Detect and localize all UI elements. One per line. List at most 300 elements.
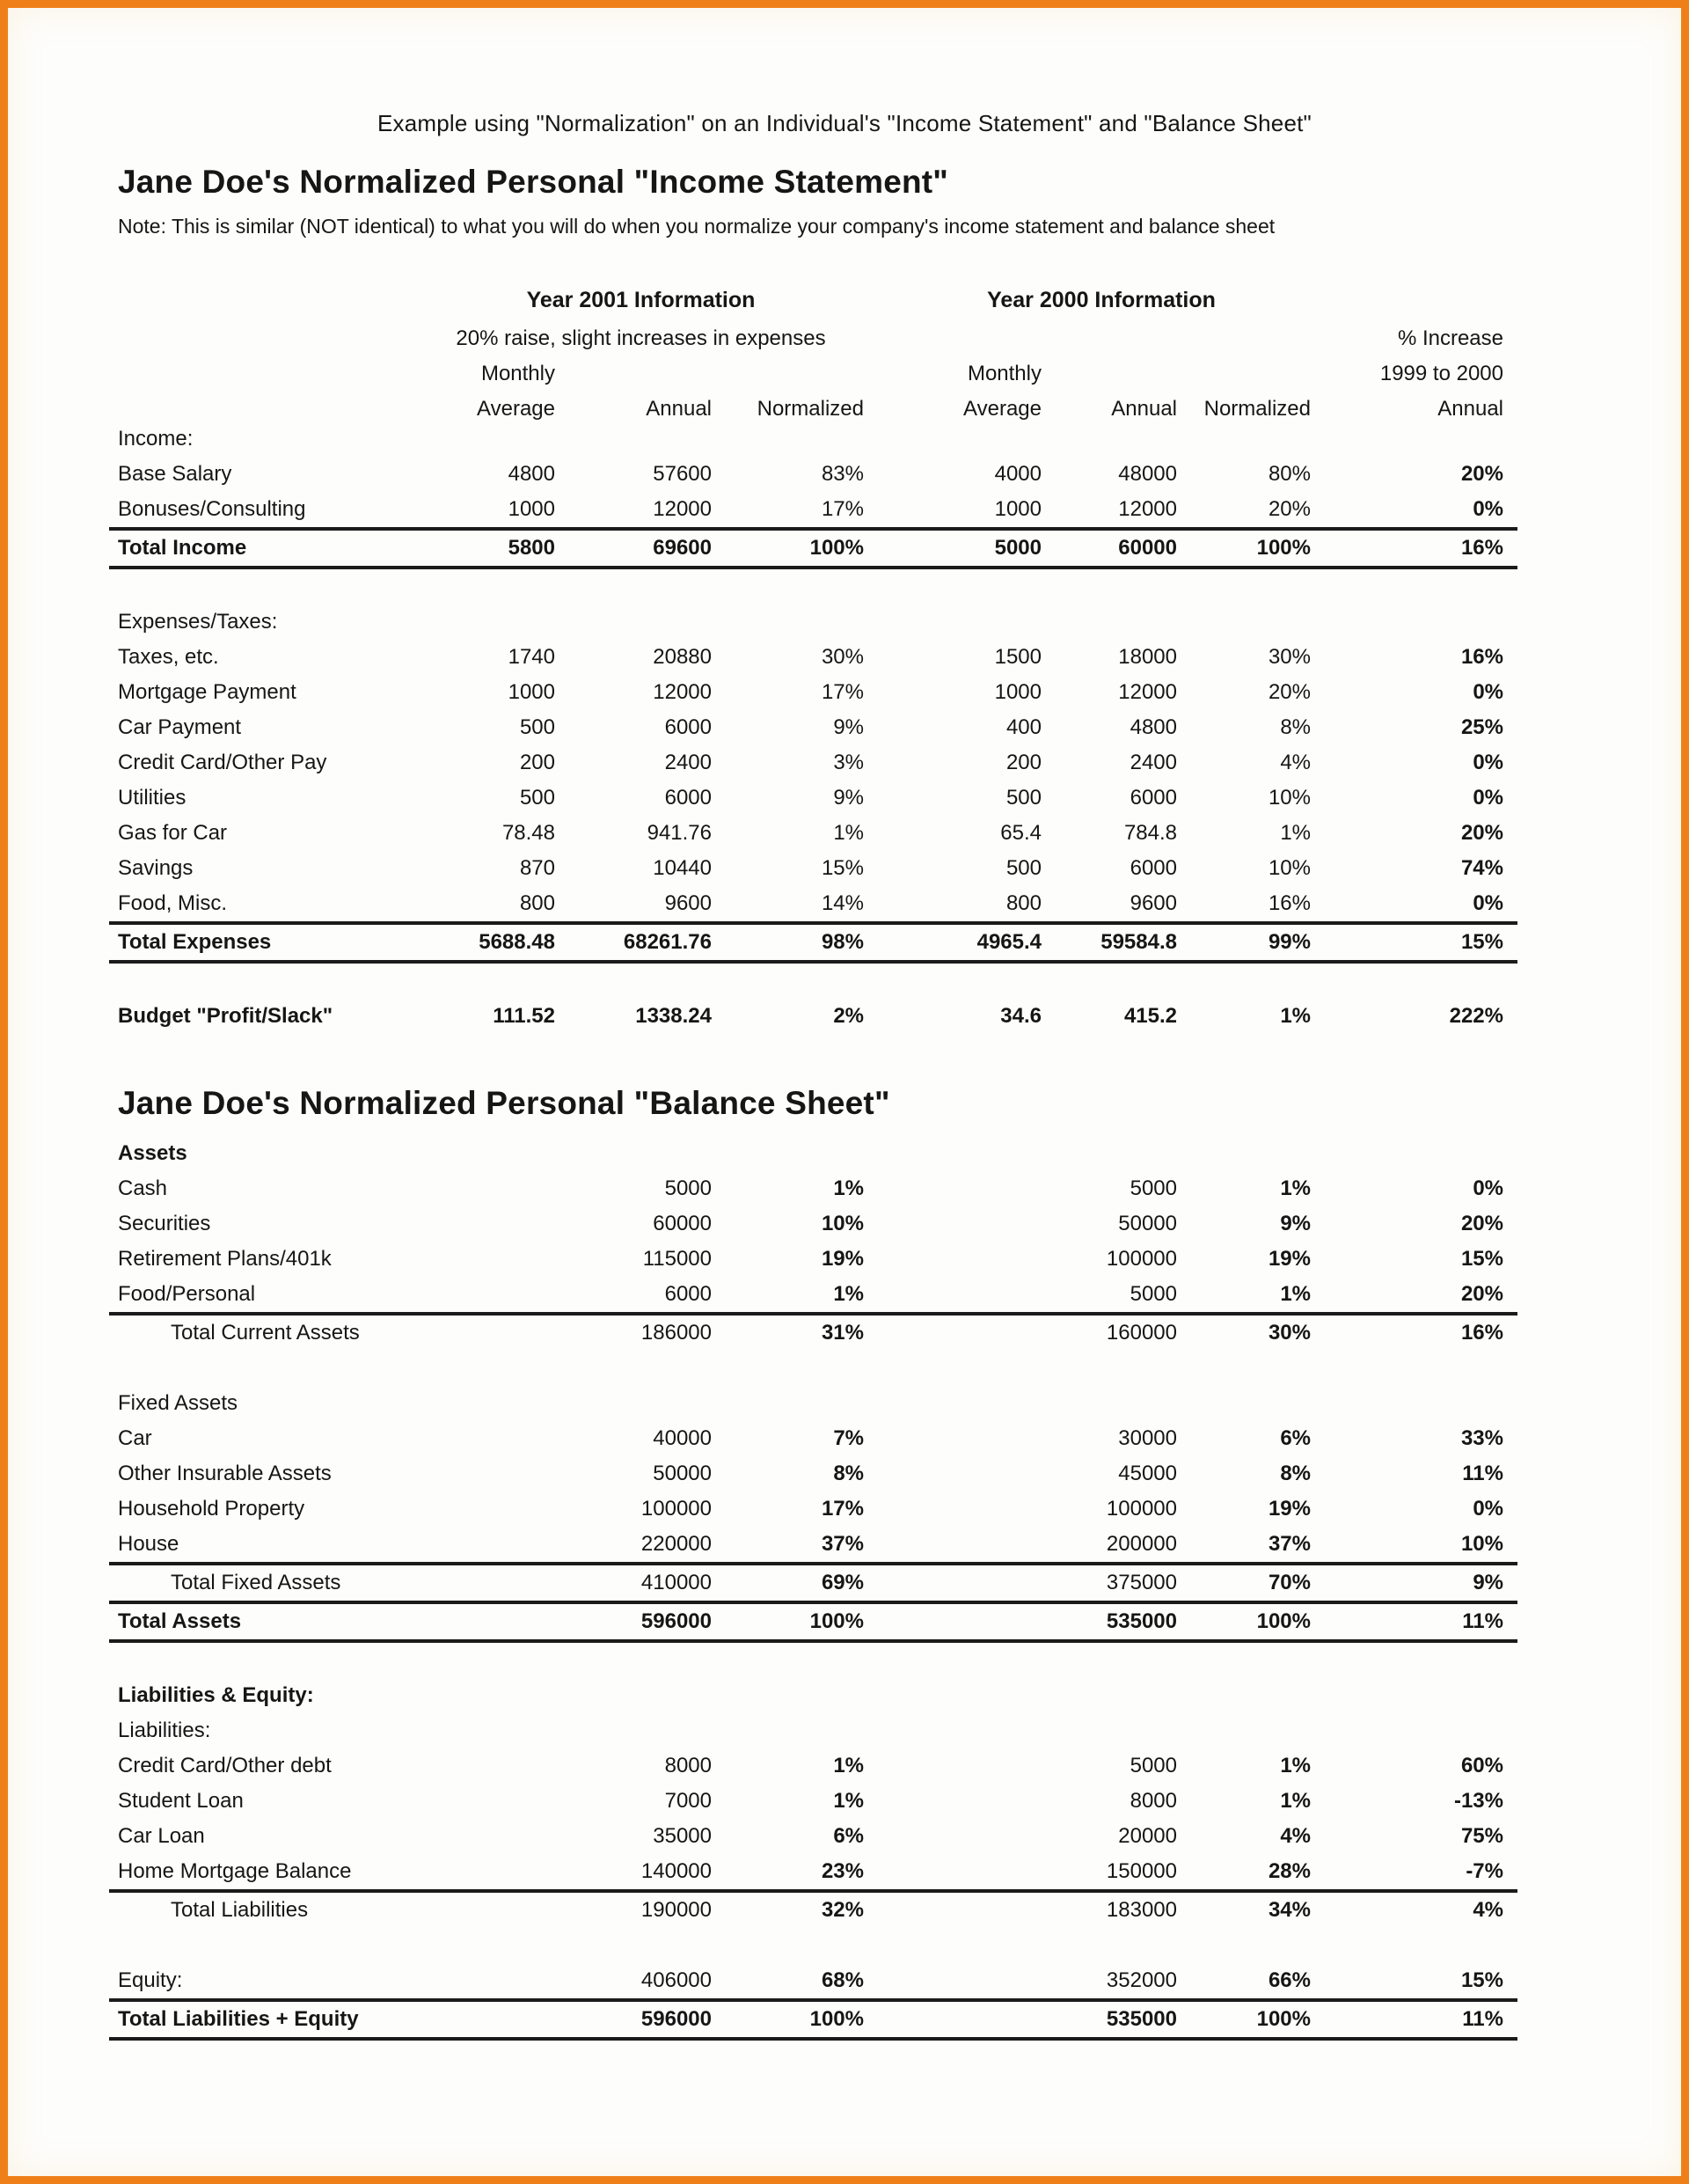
value-cell: 3% bbox=[833, 751, 864, 774]
value-cell: 20% bbox=[1460, 1212, 1503, 1235]
row-label: Budget "Profit/Slack" bbox=[118, 1004, 333, 1028]
value-cell: 10% bbox=[1460, 1532, 1503, 1556]
value-cell: 500 bbox=[1005, 856, 1042, 880]
table-row bbox=[109, 1206, 1517, 1242]
value-cell: 6000 bbox=[1130, 856, 1177, 880]
value-cell: 0% bbox=[1473, 497, 1503, 521]
value-cell: 31% bbox=[726, 1314, 878, 1351]
row-label: Total Assets bbox=[109, 1602, 404, 1641]
row-label: Other Insurable Assets bbox=[118, 1462, 332, 1485]
value-cell bbox=[1191, 605, 1325, 640]
value-cell: 30% bbox=[1268, 645, 1311, 669]
row-label: Securities bbox=[118, 1212, 211, 1235]
value-cell: 48000 bbox=[1118, 462, 1177, 486]
value-cell bbox=[878, 1491, 1056, 1527]
value-cell: 19% bbox=[1268, 1247, 1311, 1271]
annual-header-2001: Annual bbox=[646, 397, 712, 421]
average-header-2000: Average bbox=[963, 397, 1042, 421]
value-cell bbox=[726, 1678, 878, 1713]
value-cell: 8000 bbox=[664, 1754, 712, 1777]
value-cell: 70% bbox=[1191, 1564, 1325, 1602]
value-cell bbox=[569, 1136, 726, 1171]
value-cell: 6000 bbox=[664, 786, 712, 810]
value-cell bbox=[1056, 421, 1191, 457]
value-cell: 6000 bbox=[664, 1282, 712, 1306]
value-cell bbox=[404, 1242, 569, 1277]
row-label: Mortgage Payment bbox=[118, 680, 296, 704]
value-cell: 30000 bbox=[1118, 1426, 1177, 1450]
value-cell: 6000 bbox=[1130, 786, 1177, 810]
normalized-header-2001: Normalized bbox=[757, 397, 864, 421]
value-cell: 9600 bbox=[1130, 891, 1177, 915]
value-cell: 6% bbox=[833, 1824, 864, 1848]
table-row bbox=[109, 781, 1517, 816]
value-cell: 99% bbox=[1191, 923, 1325, 962]
value-cell: 68% bbox=[821, 1968, 864, 1992]
value-cell: 9% bbox=[1325, 1564, 1517, 1602]
value-cell bbox=[726, 1386, 878, 1421]
value-cell: 535000 bbox=[1056, 2000, 1191, 2039]
table-row bbox=[109, 851, 1517, 886]
value-cell: 200000 bbox=[1106, 1532, 1177, 1556]
table-row bbox=[109, 923, 1517, 962]
value-cell: 100% bbox=[1191, 529, 1325, 568]
value-cell: 57600 bbox=[653, 462, 712, 486]
value-cell bbox=[404, 1564, 569, 1602]
value-cell: 23% bbox=[821, 1859, 864, 1883]
value-cell bbox=[1325, 1386, 1517, 1421]
spacer-cell bbox=[109, 1641, 1517, 1678]
value-cell: 4965.4 bbox=[878, 923, 1056, 962]
row-label: Home Mortgage Balance bbox=[118, 1859, 352, 1883]
value-cell bbox=[404, 1491, 569, 1527]
value-cell: 14% bbox=[821, 891, 864, 915]
value-cell: 12000 bbox=[653, 680, 712, 704]
value-cell: -13% bbox=[1453, 1789, 1503, 1813]
table-row bbox=[109, 1421, 1517, 1456]
table-row bbox=[109, 1314, 1517, 1351]
value-cell: 12000 bbox=[653, 497, 712, 521]
value-cell bbox=[726, 421, 878, 457]
value-cell bbox=[878, 605, 1056, 640]
value-cell: 5000 bbox=[1130, 1282, 1177, 1306]
value-cell: 8% bbox=[1280, 1462, 1311, 1485]
row-label: Bonuses/Consulting bbox=[118, 497, 306, 521]
value-cell: 20880 bbox=[653, 645, 712, 669]
value-cell: 1000 bbox=[994, 680, 1042, 704]
value-cell bbox=[878, 2000, 1056, 2039]
table-row bbox=[109, 492, 1517, 529]
value-cell: 80% bbox=[1268, 462, 1311, 486]
value-cell: 9600 bbox=[664, 891, 712, 915]
spacer-cell bbox=[109, 1351, 1517, 1386]
value-cell: 1% bbox=[1280, 1282, 1311, 1306]
row-label: Savings bbox=[118, 856, 194, 880]
value-cell: 2400 bbox=[664, 751, 712, 774]
value-cell: 17% bbox=[821, 497, 864, 521]
table-row bbox=[109, 1713, 1517, 1748]
table-row bbox=[109, 1641, 1517, 1678]
value-cell: 30% bbox=[821, 645, 864, 669]
value-cell bbox=[1325, 1136, 1517, 1171]
value-cell: 1% bbox=[833, 1282, 864, 1306]
value-cell: 74% bbox=[1460, 856, 1503, 880]
value-cell: 183000 bbox=[1056, 1891, 1191, 1928]
value-cell: 69% bbox=[726, 1564, 878, 1602]
table-row bbox=[109, 1564, 1517, 1602]
value-cell: 0% bbox=[1473, 1497, 1503, 1521]
value-cell bbox=[1325, 1678, 1517, 1713]
value-cell bbox=[878, 1678, 1056, 1713]
value-cell bbox=[404, 1386, 569, 1421]
value-cell: 25% bbox=[1460, 715, 1503, 739]
table-header bbox=[109, 275, 1517, 421]
value-cell: 17% bbox=[821, 1497, 864, 1521]
value-cell: 11% bbox=[1325, 2000, 1517, 2039]
value-cell: 19% bbox=[821, 1247, 864, 1271]
value-cell: 16% bbox=[1460, 645, 1503, 669]
value-cell: 1000 bbox=[994, 497, 1042, 521]
value-cell bbox=[404, 1891, 569, 1928]
table-row bbox=[109, 1171, 1517, 1206]
value-cell: 78.48 bbox=[501, 821, 555, 845]
value-cell: 20000 bbox=[1118, 1824, 1177, 1848]
value-cell: 1% bbox=[1280, 1004, 1311, 1028]
value-cell: 7000 bbox=[664, 1789, 712, 1813]
value-cell: 5000 bbox=[664, 1176, 712, 1200]
value-cell bbox=[1325, 605, 1517, 640]
value-cell: 800 bbox=[519, 891, 555, 915]
value-cell bbox=[1056, 1713, 1191, 1748]
value-cell bbox=[878, 1386, 1056, 1421]
value-cell bbox=[878, 1242, 1056, 1277]
row-label: Fixed Assets bbox=[118, 1391, 238, 1415]
value-cell: 100% bbox=[726, 529, 878, 568]
value-cell bbox=[404, 1314, 569, 1351]
row-label: Credit Card/Other debt bbox=[118, 1754, 332, 1777]
table-row bbox=[109, 640, 1517, 675]
row-label: Car Loan bbox=[118, 1824, 205, 1848]
value-cell bbox=[404, 1748, 569, 1784]
value-cell: 83% bbox=[821, 462, 864, 486]
value-cell: 30% bbox=[1191, 1314, 1325, 1351]
row-label: House bbox=[118, 1532, 179, 1556]
value-cell bbox=[1056, 605, 1191, 640]
table-row bbox=[109, 1928, 1517, 1963]
value-cell: 800 bbox=[1005, 891, 1042, 915]
value-cell: 406000 bbox=[640, 1968, 712, 1992]
value-cell: 375000 bbox=[1056, 1564, 1191, 1602]
value-cell: 11% bbox=[1462, 1462, 1503, 1485]
value-cell bbox=[404, 605, 569, 640]
value-cell: 500 bbox=[519, 786, 555, 810]
value-cell bbox=[878, 1136, 1056, 1171]
value-cell: 35000 bbox=[653, 1824, 712, 1848]
monthly-header-2000: Monthly bbox=[967, 362, 1042, 385]
value-cell: 1000 bbox=[508, 497, 555, 521]
value-cell: 9% bbox=[1280, 1212, 1311, 1235]
value-cell: 98% bbox=[726, 923, 878, 962]
value-cell: 5000 bbox=[878, 529, 1056, 568]
value-cell bbox=[404, 1456, 569, 1491]
table-row bbox=[109, 568, 1517, 605]
header-row-monthly bbox=[109, 351, 1517, 386]
value-cell bbox=[1325, 1713, 1517, 1748]
value-cell bbox=[569, 1713, 726, 1748]
value-cell: 352000 bbox=[1106, 1968, 1177, 1992]
value-cell bbox=[404, 1277, 569, 1314]
value-cell bbox=[878, 1963, 1056, 2000]
value-cell: 190000 bbox=[569, 1891, 726, 1928]
table-row bbox=[109, 1242, 1517, 1277]
value-cell: 60000 bbox=[1056, 529, 1191, 568]
row-label: Car Payment bbox=[118, 715, 242, 739]
value-cell: 8% bbox=[1280, 715, 1311, 739]
value-cell: 19% bbox=[1268, 1497, 1311, 1521]
value-cell: 400 bbox=[1005, 715, 1042, 739]
value-cell: 34% bbox=[1191, 1891, 1325, 1928]
value-cell: 1% bbox=[1280, 821, 1311, 845]
spacer-cell bbox=[109, 962, 1517, 999]
value-cell bbox=[1191, 1678, 1325, 1713]
year-2001-subtitle: 20% raise, slight increases in expenses bbox=[456, 326, 826, 350]
pct-increase-header-line3: Annual bbox=[1437, 397, 1503, 421]
value-cell: 1000 bbox=[508, 680, 555, 704]
table-row bbox=[109, 816, 1517, 851]
table-row bbox=[109, 1136, 1517, 1171]
value-cell: 75% bbox=[1460, 1824, 1503, 1848]
value-cell: 37% bbox=[821, 1532, 864, 1556]
value-cell: 4800 bbox=[1130, 715, 1177, 739]
value-cell bbox=[404, 1136, 569, 1171]
row-label: Car bbox=[118, 1426, 152, 1450]
value-cell bbox=[878, 1527, 1056, 1564]
table-row bbox=[109, 1819, 1517, 1854]
table-row bbox=[109, 1748, 1517, 1784]
value-cell bbox=[569, 1678, 726, 1713]
value-cell bbox=[404, 1206, 569, 1242]
value-cell: 60000 bbox=[653, 1212, 712, 1235]
value-cell bbox=[1056, 1136, 1191, 1171]
row-label: Taxes, etc. bbox=[118, 645, 219, 669]
value-cell: 0% bbox=[1473, 680, 1503, 704]
value-cell bbox=[726, 1136, 878, 1171]
value-cell: 60% bbox=[1460, 1754, 1503, 1777]
value-cell: 9% bbox=[833, 715, 864, 739]
value-cell: 0% bbox=[1473, 751, 1503, 774]
value-cell bbox=[878, 1891, 1056, 1928]
year-2001-header: Year 2001 Information bbox=[526, 288, 756, 312]
value-cell bbox=[569, 1386, 726, 1421]
spacer-cell bbox=[109, 1928, 1517, 1963]
value-cell: 10440 bbox=[653, 856, 712, 880]
table-row bbox=[109, 710, 1517, 745]
value-cell: 2% bbox=[833, 1004, 864, 1028]
pct-increase-header-line1: % Increase bbox=[1397, 326, 1503, 350]
value-cell bbox=[404, 1819, 569, 1854]
table-row bbox=[109, 1386, 1517, 1421]
row-label: Total Current Assets bbox=[109, 1314, 404, 1351]
value-cell: 4000 bbox=[994, 462, 1042, 486]
row-label: Total Liabilities + Equity bbox=[109, 2000, 404, 2039]
income-statement-title: Jane Doe's Normalized Personal "Income Statement" bbox=[118, 164, 949, 200]
year-2000-header: Year 2000 Information bbox=[987, 288, 1216, 312]
value-cell: 68261.76 bbox=[569, 923, 726, 962]
value-cell: 5800 bbox=[404, 529, 569, 568]
value-cell: 500 bbox=[1005, 786, 1042, 810]
value-cell: 16% bbox=[1268, 891, 1311, 915]
value-cell: 1740 bbox=[508, 645, 555, 669]
value-cell bbox=[878, 1206, 1056, 1242]
value-cell: 5000 bbox=[1130, 1176, 1177, 1200]
value-cell bbox=[569, 605, 726, 640]
value-cell: 2400 bbox=[1130, 751, 1177, 774]
value-cell: 1% bbox=[1280, 1789, 1311, 1813]
header-row-columns bbox=[109, 386, 1517, 421]
row-label: Utilities bbox=[118, 786, 186, 810]
value-cell bbox=[878, 1564, 1056, 1602]
value-cell: 1338.24 bbox=[635, 1004, 712, 1028]
table-row bbox=[109, 529, 1517, 568]
value-cell bbox=[878, 1456, 1056, 1491]
row-label: Base Salary bbox=[118, 462, 232, 486]
value-cell bbox=[404, 1421, 569, 1456]
value-cell bbox=[878, 1602, 1056, 1641]
table-row bbox=[109, 1491, 1517, 1527]
value-cell: 34.6 bbox=[1000, 1004, 1042, 1028]
value-cell: 100000 bbox=[1106, 1497, 1177, 1521]
table-row bbox=[109, 1277, 1517, 1314]
value-cell: 941.76 bbox=[647, 821, 712, 845]
row-label: Food, Misc. bbox=[118, 891, 228, 915]
value-cell: 10% bbox=[1268, 786, 1311, 810]
value-cell: 12000 bbox=[1118, 497, 1177, 521]
row-label: Household Property bbox=[118, 1497, 305, 1521]
balance-sheet-title: Jane Doe's Normalized Personal "Balance Sheet" bbox=[118, 1085, 890, 1121]
value-cell: 45000 bbox=[1118, 1462, 1177, 1485]
value-cell: 7% bbox=[833, 1426, 864, 1450]
value-cell bbox=[878, 1277, 1056, 1314]
value-cell: 9% bbox=[833, 786, 864, 810]
value-cell: 33% bbox=[1460, 1426, 1503, 1450]
value-cell bbox=[878, 1854, 1056, 1891]
value-cell: 200 bbox=[519, 751, 555, 774]
income-statement-table bbox=[109, 275, 1517, 1034]
value-cell: 15% bbox=[1325, 923, 1517, 962]
value-cell: 160000 bbox=[1056, 1314, 1191, 1351]
value-cell: 0% bbox=[1473, 891, 1503, 915]
value-cell: 32% bbox=[726, 1891, 878, 1928]
value-cell: 100% bbox=[726, 2000, 878, 2039]
table-row bbox=[109, 1678, 1517, 1713]
value-cell: 6000 bbox=[664, 715, 712, 739]
value-cell: 220000 bbox=[640, 1532, 712, 1556]
value-cell: 65.4 bbox=[1000, 821, 1042, 845]
value-cell: 20% bbox=[1268, 497, 1311, 521]
note-text: Note: This is similar (NOT identical) to what you will do when you normalize your company's income statement and balance sheet bbox=[118, 215, 1276, 238]
value-cell bbox=[726, 1713, 878, 1748]
value-cell: 20% bbox=[1268, 680, 1311, 704]
value-cell: 15% bbox=[821, 856, 864, 880]
table-row bbox=[109, 1891, 1517, 1928]
table-row bbox=[109, 1527, 1517, 1564]
value-cell: 140000 bbox=[640, 1859, 712, 1883]
value-cell: 100000 bbox=[640, 1497, 712, 1521]
spacer-cell bbox=[109, 568, 1517, 605]
value-cell: 18000 bbox=[1118, 645, 1177, 669]
row-label: Cash bbox=[118, 1176, 168, 1200]
value-cell bbox=[1056, 1678, 1191, 1713]
row-label: Retirement Plans/401k bbox=[118, 1247, 332, 1271]
table-row bbox=[109, 2000, 1517, 2039]
table-row bbox=[109, 1854, 1517, 1891]
value-cell: 222% bbox=[1449, 1004, 1503, 1028]
value-cell: 5688.48 bbox=[404, 923, 569, 962]
value-cell: 20% bbox=[1460, 462, 1503, 486]
value-cell bbox=[878, 1784, 1056, 1819]
value-cell: 4800 bbox=[508, 462, 555, 486]
value-cell: 111.52 bbox=[493, 1004, 555, 1028]
value-cell bbox=[878, 1819, 1056, 1854]
value-cell: 8% bbox=[833, 1462, 864, 1485]
balance-sheet-table bbox=[109, 1136, 1517, 2041]
row-label: Expenses/Taxes: bbox=[118, 610, 278, 634]
row-label: Food/Personal bbox=[118, 1282, 256, 1306]
table-row bbox=[109, 457, 1517, 492]
value-cell bbox=[1191, 1713, 1325, 1748]
row-label: Credit Card/Other Pay bbox=[118, 751, 327, 774]
table-row bbox=[109, 1351, 1517, 1386]
table-row bbox=[109, 675, 1517, 710]
value-cell: 1500 bbox=[994, 645, 1042, 669]
value-cell: 100000 bbox=[1106, 1247, 1177, 1271]
value-cell: 596000 bbox=[569, 1602, 726, 1641]
table-row bbox=[109, 1784, 1517, 1819]
value-cell: 17% bbox=[821, 680, 864, 704]
value-cell: 59584.8 bbox=[1056, 923, 1191, 962]
row-label: Assets bbox=[118, 1141, 187, 1165]
value-cell: 50000 bbox=[1118, 1212, 1177, 1235]
value-cell: 115000 bbox=[642, 1247, 712, 1271]
value-cell: 12000 bbox=[1118, 680, 1177, 704]
value-cell bbox=[1191, 1386, 1325, 1421]
value-cell: 15% bbox=[1460, 1968, 1503, 1992]
value-cell bbox=[878, 1314, 1056, 1351]
value-cell: 6% bbox=[1280, 1426, 1311, 1450]
row-label: Student Loan bbox=[118, 1789, 244, 1813]
value-cell: 16% bbox=[1325, 1314, 1517, 1351]
value-cell: 4% bbox=[1325, 1891, 1517, 1928]
value-cell: 5000 bbox=[1130, 1754, 1177, 1777]
row-label: Equity: bbox=[118, 1968, 183, 1992]
value-cell: 200 bbox=[1005, 751, 1042, 774]
value-cell: 1% bbox=[1280, 1754, 1311, 1777]
value-cell: 66% bbox=[1268, 1968, 1311, 1992]
value-cell bbox=[404, 1602, 569, 1641]
value-cell: 100% bbox=[726, 1602, 878, 1641]
value-cell: 410000 bbox=[569, 1564, 726, 1602]
value-cell bbox=[1191, 421, 1325, 457]
table-row bbox=[109, 1602, 1517, 1641]
value-cell: 15% bbox=[1460, 1247, 1503, 1271]
average-header-2001: Average bbox=[477, 397, 555, 421]
value-cell: 1% bbox=[833, 1789, 864, 1813]
value-cell bbox=[404, 1784, 569, 1819]
value-cell: 40000 bbox=[653, 1426, 712, 1450]
value-cell bbox=[1325, 421, 1517, 457]
table-row bbox=[109, 1456, 1517, 1491]
row-label: Total Liabilities bbox=[109, 1891, 404, 1928]
